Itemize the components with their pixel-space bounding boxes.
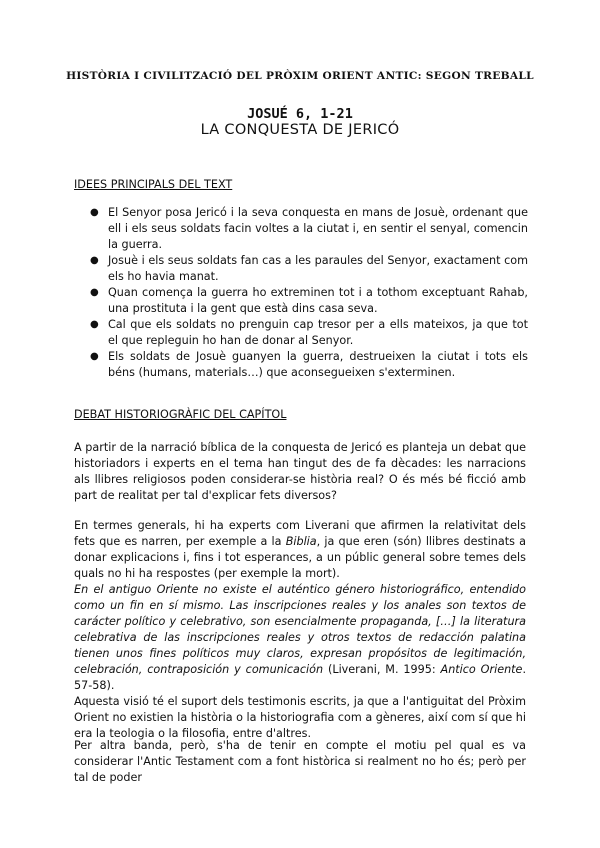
section-heading-main-ideas: IDEES PRINCIPALS DEL TEXT: [74, 178, 233, 191]
list-item: [88, 349, 528, 381]
list-item: [88, 253, 528, 285]
list-item: [88, 205, 528, 253]
bullet-icon: ●: [90, 255, 99, 266]
paragraph-liverani: En termes generals, hi ha experts com Liverani que afirmen la relativitat dels fets que es narren, per exemple a la Biblia, ja que eren (són) llibres destinats a donar explicacions i, fins i tot esperances, a un públic general sobre temes dels quals no hi ha respostes (per exemple la mort). En el antiguo Oriente no existe el auténtico género historiográfico, entendido como un fin en sí mismo. Las inscripciones reales y los anales son textos de carácter político y celebrativo, son esencialmente propaganda, […] la literatura celebrativa de las inscripciones reales y otros textos de redacción palatina tienen unos fines políticos muy claros, expresan propósitos de legitimación, celebración, contraposición y comunicación (Liverani, M. 1995: Antico Oriente. 57-58). Aquesta visió té el suport dels testimonis escrits, ja que a l'antiguitat del Pròxim Orient no existien la història o la historiografia com a gèneres, així com sí que hi era la teologia o la filosofia, entre d'altres.: [74, 519, 527, 740]
list-item: [88, 317, 528, 349]
main-ideas-list: [88, 205, 528, 381]
paragraph-old-testament: Per altra banda, però, s'ha de tenir en compte el motiu pel qual es va considerar l'Antic Testament com a font històrica si realment no ho és; però per tal de poder: [74, 739, 526, 784]
bullet-text: Quan comença la guerra ho extreminen tot i a tothom exceptuant Rahab, una prostituta i la gent que està dins casa seva.: [108, 286, 528, 315]
bullet-text: Cal que els soldats no prenguin cap tresor per a ells mateixos, ja que tot el que repleguin ho han de donar al Senyor.: [108, 318, 528, 347]
document-title: LA CONQUESTA DE JERICÓ: [200, 122, 400, 138]
bullet-icon: ●: [90, 207, 99, 218]
section-heading-historiographic-debate: DEBAT HISTORIOGRÀFIC DEL CAPÍTOL: [74, 408, 287, 421]
bible-reference: JOSUÉ 6, 1-21: [247, 106, 353, 122]
bullet-text: El Senyor posa Jericó i la seva conquesta en mans de Josuè, ordenant que ell i els seus soldats facin voltes a la ciutat i, en sentir el senyal, comencin la guerra.: [108, 206, 528, 251]
bullet-text: Josuè i els seus soldats fan cas a les paraules del Senyor, exactament com els ho havia manat.: [108, 254, 528, 283]
quote-text: En el antiguo Oriente no existe el auténtico género historiográfico, entendido como un fin en sí mismo. Las inscripciones reales y los anales son textos de carácter político y celebrativo, son esencialmente propaganda, […] la literatura celebrativa de las inscripciones reales y otros textos de redacción palatina tienen unos fines políticos muy claros, expresan propósitos de legitimación, celebración, contraposición y comunicación: [74, 583, 526, 676]
bullet-icon: ●: [90, 319, 99, 330]
bullet-icon: ●: [90, 287, 99, 298]
bullet-text: Els soldats de Josuè guanyen la guerra, destrueixen la ciutat i tots els béns (humans, materials…) que aconsegueixen s'exterminen.: [108, 350, 528, 379]
paragraph-support: Aquesta visió té el suport dels testimonis escrits, ja que a l'antiguitat del Pròxim Orient no existien la història o la historiografia com a gèneres, així com sí que hi era la teologia o la filosofia, entre d'altres.: [74, 695, 526, 740]
paragraph-intro: A partir de la narració bíblica de la conquesta de Jericó es planteja un debat que historiadors i experts en el tema han tingut des de fa dècades: les narracions als llibres religiosos poden considerar-se història real? O és més bé ficció amb part de realitat per tal d'explicar fets diversos?: [74, 441, 526, 502]
course-title: HISTÒRIA I CIVILITZACIÓ DEL PRÒXIM ORIENT ANTIC: SEGON TREBALL: [66, 70, 534, 82]
list-item: [88, 285, 528, 317]
bullet-icon: ●: [90, 351, 99, 362]
